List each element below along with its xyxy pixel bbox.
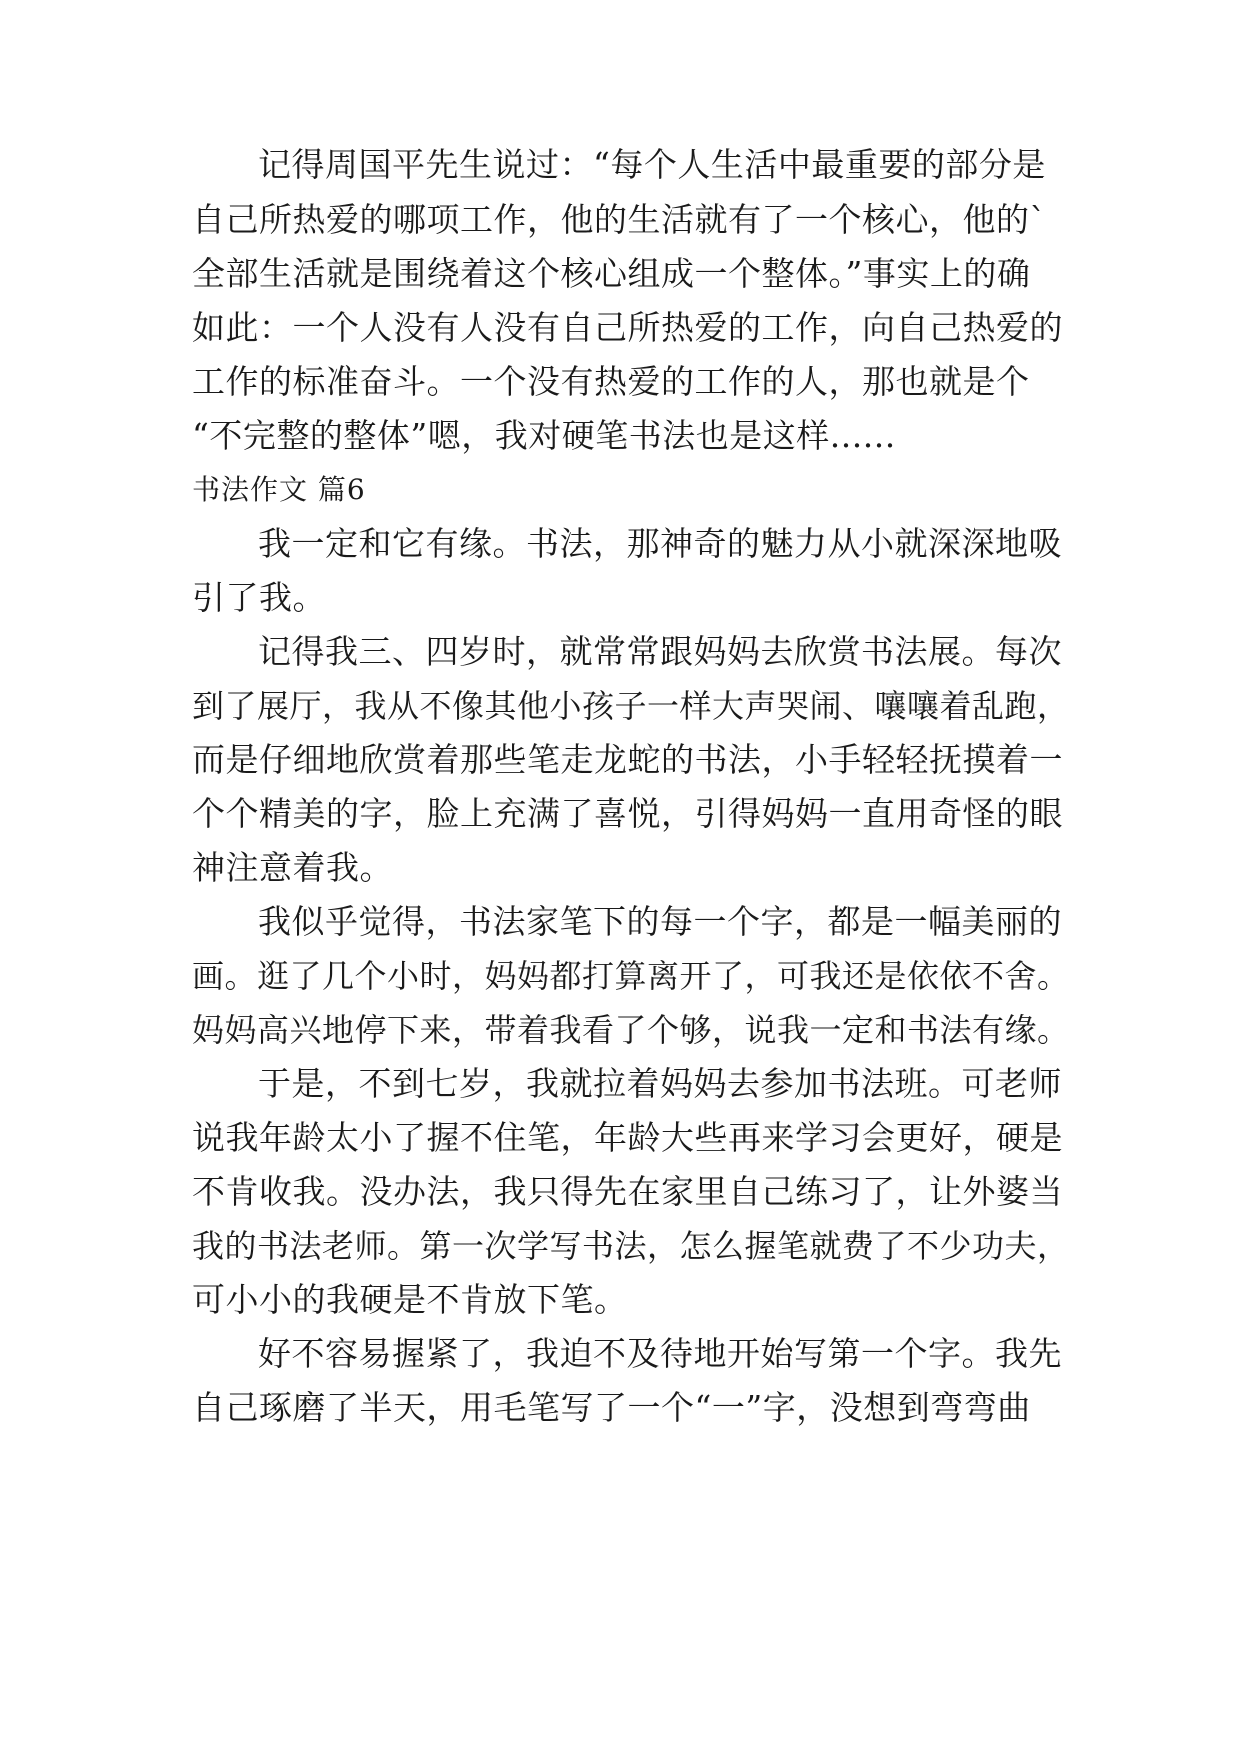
text-line: 我的书法老师。第一次学写书法，怎么握笔就费了不少功夫， <box>192 1227 1070 1265</box>
text-line: 说我年龄太小了握不住笔，年龄大些再来学习会更好，硬是 <box>192 1118 1063 1157</box>
text-line: 自己琢磨了半天，用毛笔写了一个“一”字，没想到弯弯曲 <box>192 1388 1031 1427</box>
text-line: 工作的标准奋斗。一个没有热爱的工作的人，那也就是个 <box>192 362 1030 401</box>
text-line: 妈妈高兴地停下来，带着我看了个够，说我一定和书法有缘。 <box>192 1011 1070 1049</box>
text-line: 好不容易握紧了，我迫不及待地开始写第一个字。我先 <box>258 1334 1062 1373</box>
text-line: 如此：一个人没有人没有自己所热爱的工作，向自己热爱的 <box>192 308 1063 347</box>
text-line: 记得我三、四岁时，就常常跟妈妈去欣赏书法展。每次 <box>258 632 1062 671</box>
text-line: 记得周国平先生说过：“每个人生活中最重要的部分是 <box>258 145 1046 184</box>
text-line: 而是仔细地欣赏着那些笔走龙蛇的书法，小手轻轻抚摸着一 <box>192 740 1063 779</box>
text-line: 可小小的我硬是不肯放下笔。 <box>192 1280 628 1319</box>
text-line: 自己所热爱的哪项工作，他的生活就有了一个核心，他的` <box>192 200 1047 239</box>
text-line: “不完整的整体”嗯，我对硬笔书法也是这样...... <box>192 416 896 455</box>
text-line: 到了展厅，我从不像其他小孩子一样大声哭闹、嚷嚷着乱跑， <box>192 687 1070 725</box>
text-line: 全部生活就是围绕着这个核心组成一个整体。”事实上的确 <box>192 254 1031 293</box>
text-line: 画。逛了几个小时，妈妈都打算离开了，可我还是依依不舍。 <box>192 957 1070 995</box>
text-line: 我似乎觉得，书法家笔下的每一个字，都是一幅美丽的 <box>258 902 1062 941</box>
section-heading: 书法作文 篇6 <box>192 473 366 506</box>
text-line: 我一定和它有缘。书法，那神奇的魅力从小就深深地吸 <box>258 524 1062 563</box>
text-line: 引了我。 <box>192 578 326 617</box>
text-line: 个个精美的字，脸上充满了喜悦，引得妈妈一直用奇怪的眼 <box>192 794 1063 833</box>
text-line: 于是，不到七岁，我就拉着妈妈去参加书法班。可老师 <box>258 1064 1062 1103</box>
text-line: 不肯收我。没办法，我只得先在家里自己练习了，让外婆当 <box>192 1172 1063 1211</box>
text-line: 神注意着我。 <box>192 848 393 887</box>
